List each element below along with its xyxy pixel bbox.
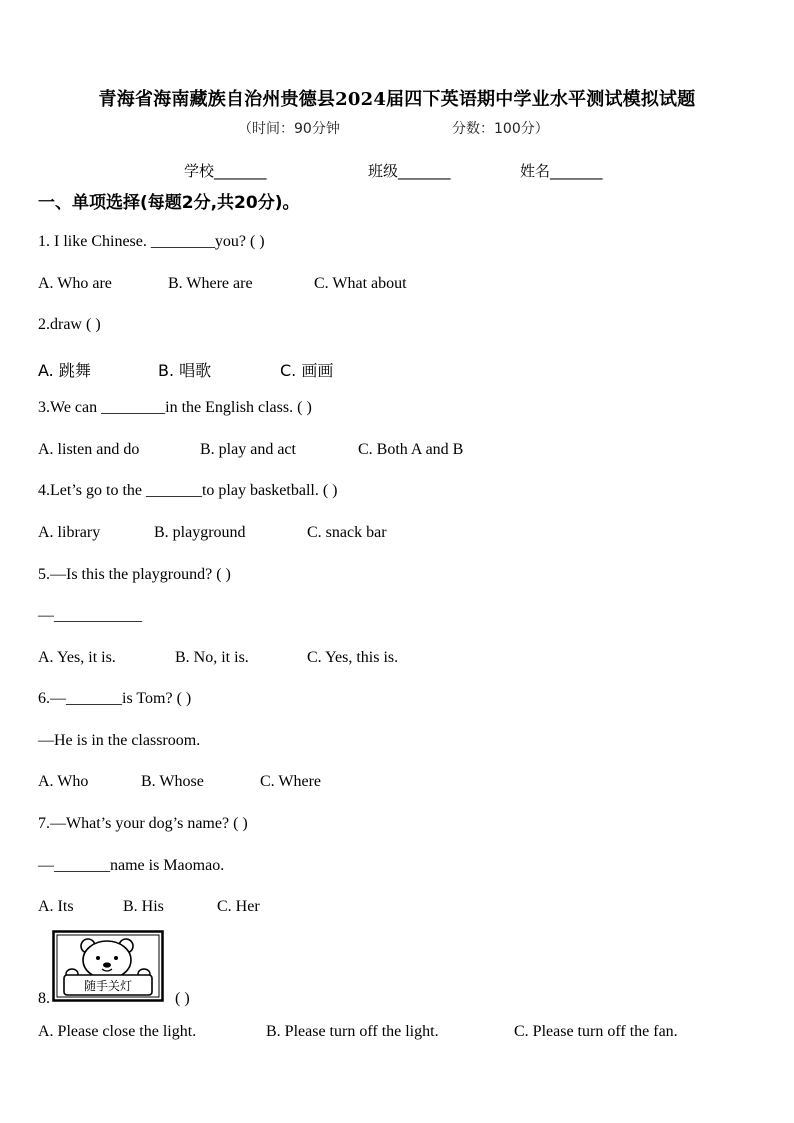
- option-b[interactable]: B. His: [123, 898, 164, 915]
- question-7-options: [38, 898, 260, 916]
- option-b[interactable]: B. Whose: [141, 773, 204, 790]
- question-8-answer-paren[interactable]: ( ): [175, 990, 190, 1007]
- question-5-answer-line: —___________: [38, 607, 142, 624]
- option-b[interactable]: B. play and act: [200, 441, 296, 458]
- question-6-options: [38, 773, 321, 791]
- question-1-stem: 1. I like Chinese. ________you? ( ): [38, 233, 265, 250]
- option-a[interactable]: A. Its: [38, 898, 74, 915]
- exam-time: （时间：90分钟: [238, 121, 340, 137]
- bear-sign-image: [52, 930, 164, 1002]
- school-field[interactable]: 学校_______: [184, 162, 267, 180]
- exam-score: 分数：100分）: [452, 121, 549, 137]
- option-b[interactable]: B. Where are: [168, 275, 253, 292]
- question-7-answer-line: —_______name is Maomao.: [38, 857, 225, 874]
- section-heading: 一、单项选择(每题2分,共20分)。: [38, 193, 300, 213]
- option-c[interactable]: C. Her: [217, 898, 260, 915]
- name-field[interactable]: 姓名_______: [520, 162, 603, 180]
- option-c[interactable]: C. 画画: [280, 361, 334, 380]
- question-4-options: [38, 524, 387, 542]
- question-2-options: [38, 358, 333, 381]
- option-b[interactable]: B. No, it is.: [175, 649, 249, 666]
- option-a[interactable]: A. Who: [38, 773, 89, 790]
- question-6-answer-line: —He is in the classroom.: [38, 732, 201, 749]
- question-8-options: [38, 1023, 678, 1041]
- option-c[interactable]: C. Both A and B: [358, 441, 464, 458]
- question-1-options: [38, 275, 407, 293]
- option-b[interactable]: B. playground: [154, 524, 246, 541]
- sign-text: 随手关灯: [83, 979, 133, 993]
- option-a[interactable]: A. 跳舞: [38, 361, 91, 380]
- option-b[interactable]: B. Please turn off the light.: [266, 1023, 439, 1040]
- class-field[interactable]: 班级_______: [368, 162, 451, 180]
- option-c[interactable]: C. What about: [314, 275, 407, 292]
- question-4-stem: 4.Let’s go to the _______to play basketball. ( ): [38, 482, 338, 499]
- option-b[interactable]: B. 唱歌: [158, 361, 212, 380]
- option-c[interactable]: C. snack bar: [307, 524, 387, 541]
- option-c[interactable]: C. Yes, this is.: [307, 649, 399, 666]
- option-c[interactable]: C. Please turn off the fan.: [514, 1023, 678, 1040]
- question-5-options: [38, 649, 398, 667]
- option-a[interactable]: A. Yes, it is.: [38, 649, 116, 666]
- option-a[interactable]: A. Who are: [38, 275, 112, 292]
- question-2-stem: 2.draw ( ): [38, 316, 101, 333]
- page-title: 青海省海南藏族自治州贵德县2024届四下英语期中学业水平测试模拟试题: [98, 89, 696, 110]
- question-8-number: 8.: [38, 990, 50, 1007]
- option-a[interactable]: A. library: [38, 524, 101, 541]
- question-3-options: [38, 441, 463, 459]
- option-c[interactable]: C. Where: [260, 773, 322, 790]
- option-a[interactable]: A. Please close the light.: [38, 1023, 197, 1040]
- option-a[interactable]: A. listen and do: [38, 441, 140, 458]
- question-3-stem: 3.We can ________in the English class. ( ): [38, 399, 312, 416]
- question-7-stem: 7.—What’s your dog’s name? ( ): [38, 815, 248, 832]
- question-5-stem: 5.—Is this the playground? ( ): [38, 566, 231, 583]
- question-6-stem: 6.—_______is Tom? ( ): [38, 690, 192, 707]
